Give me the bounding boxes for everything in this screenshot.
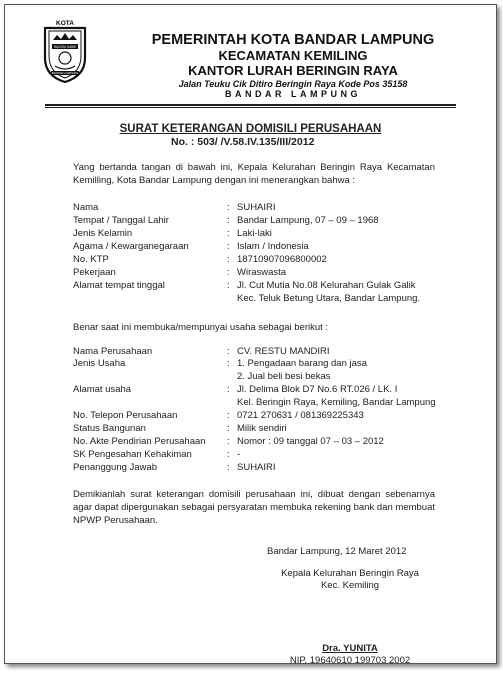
intro-paragraph: Yang bertanda tangan di bawah ini, Kepala Kelurahan Beringin Raya Kecamatan Kemilling, Kota Bandar Lampung dengan ini menerangkan bahwa : [73, 162, 435, 186]
closing-paragraph: Demikianlah surat keterangan domisili perusahaan ini, dibuat dengan sebenarnya agar dapat dipergunakan sebagai persyaratan membuka rekening bank dan membuat NPWP Perusahaan. [73, 489, 435, 526]
document-page: KOTA RAGOM GAWE BANDAR LAMPUNG PEMERINTAH KOTA BANDAR LAMPUNG KECAMATAN KEMILING KANTOR LURAH BERINGIN RAYA Jalan Teuku Cik Ditiro Beringin Raya Kode Pos 35158 BANDAR LAMPUNG SURAT KETERANGAN DOMISILI PERUSAHAAN No. : 503/ /V.58.IV.135/III/2012 Yang bertanda tangan di bawah ini, Kepala Kelurahan Beringin Raya Kecamatan Kemilling, Kota Bandar Lampung dengan ini menerangkan bahwa : Nama : SUHAIRI Tempat / Tanggal Lahir : Bandar Lampung, 07 – 09 – 1968 Jenis Kelamin : Laki-laki Agama / Kewarganegaraan : Islam / Indonesia No. KTP : 18710907096800002 Pekerjaan : Wiraswasta Alamat tempat tinggal : Jl. Cut Mutia No.08 Kelurahan Gulak Galik Kec. Teluk Betung Utara, Bandar Lampung. Benar saat ini membuka/mempunyai usaha sebagai berikut : Nama Perusahaan : CV. RESTU MANDIRI Jenis Usaha : 1. Pengadaan barang dan jasa 2. Jual beli besi bekas Alamat usaha : Jl. Delima Blok D7 No.6 RT.026 / LK. I Kel. Beringin Raya, Kemiling, Bandar Lampung No. Telepon Perusahaan : 0721 270631 / 081369225343 Status Bangunan : Milik sendiri No. Akte Pendirian Perusahaan : Nomor : 09 tanggal 07 – 03 – 2012 SK Pengesahan Kehakiman : - Penanggung Jawab : SUHAIRI Demikianlah surat keterangan domisili perusahaan ini, dibuat dengan sebenarnya agar dapat dipergunakan sebagai persyaratan membuka rekening bank dan membuat NPWP Perusahaan. Bandar Lampung, 12 Maret 2012 Kepala Kelurahan Beringin Raya Kec. Kemiling Dra. YUNITA NIP. 19640610 199703 2002 [4, 4, 497, 664]
signature-position: Kepala Kelurahan Beringin Raya [281, 568, 419, 579]
logo-motto: RAGOM GAWE [53, 45, 77, 49]
header-office: KANTOR LURAH BERINGIN RAYA [188, 63, 398, 78]
business-label: Penanggung Jawab [73, 462, 157, 473]
business-label: Jenis Usaha [73, 358, 126, 369]
signature-place-date: Bandar Lampung, 12 Maret 2012 [267, 546, 407, 557]
person-label: No. KTP [73, 254, 109, 265]
business-value-line2: Kel. Beringin Raya, Kemiling, Bandar Lampung [237, 397, 436, 408]
person-value-line2: Kec. Teluk Betung Utara, Bandar Lampung. [237, 293, 421, 304]
business-label: Nama Perusahaan [73, 346, 153, 357]
person-label: Agama / Kewarganegaraan [73, 241, 189, 252]
business-value: SUHAIRI [237, 462, 276, 473]
business-label: Status Bangunan [73, 423, 146, 434]
person-label: Jenis Kelamin [73, 228, 133, 239]
business-label: No. Telepon Perusahaan [73, 410, 178, 421]
business-label: Alamat usaha [73, 384, 132, 395]
person-label: Tempat / Tanggal Lahir [73, 215, 169, 226]
signature-position-subdistrict: Kec. Kemiling [320, 580, 380, 591]
header-city: BANDAR LAMPUNG [225, 89, 361, 99]
person-label: Nama [73, 202, 99, 213]
letter-number: No. : 503/ /V.58.IV.135/III/2012 [171, 136, 315, 148]
person-value: SUHAIRI [237, 202, 276, 213]
header-government: PEMERINTAH KOTA BANDAR LAMPUNG [151, 32, 435, 48]
business-value: 0721 270631 / 081369225343 [237, 410, 364, 421]
header-divider-thick [45, 104, 456, 106]
person-value: 18710907096800002 [237, 254, 327, 265]
header-address: Jalan Teuku Cik Ditiro Beringin Raya Kode Pos 35158 [178, 79, 408, 89]
business-value: Milik sendiri [237, 423, 287, 434]
logo-name: BANDAR LAMPUNG [51, 71, 79, 76]
logo-text: KOTA [56, 20, 74, 27]
signatory-name: Dra. YUNITA [322, 643, 378, 654]
city-emblem-logo [41, 18, 89, 84]
business-value: - [237, 449, 241, 460]
business-label: SK Pengesahan Kehakiman [73, 449, 192, 460]
business-value: Nomor : 09 tanggal 07 – 03 – 2012 [237, 436, 384, 447]
header-district: KECAMATAN KEMILING [218, 48, 368, 63]
person-value: Laki-laki [237, 228, 272, 239]
person-label: Alamat tempat tinggal [73, 280, 165, 291]
business-label: No. Akte Pendirian Perusahaan [73, 436, 206, 447]
person-value: Bandar Lampung, 07 – 09 – 1968 [237, 215, 379, 226]
business-value: Jl. Delima Blok D7 No.6 RT.026 / LK. I [237, 384, 398, 395]
person-label: Pekerjaan [73, 267, 116, 278]
header-divider-thin [45, 107, 456, 108]
business-intro: Benar saat ini membuka/mempunyai usaha sebagai berikut : [73, 322, 329, 333]
person-value: Islam / Indonesia [237, 241, 309, 252]
business-value-line2: 2. Jual beli besi bekas [237, 371, 331, 382]
letter-title: SURAT KETERANGAN DOMISILI PERUSAHAAN [119, 123, 382, 135]
person-value: Jl. Cut Mutia No.08 Kelurahan Gulak Galik [237, 280, 416, 291]
person-value: Wiraswasta [237, 267, 287, 278]
signatory-nip: NIP. 19640610 199703 2002 [289, 655, 411, 666]
business-value: 1. Pengadaan barang dan jasa [237, 358, 367, 369]
business-value: CV. RESTU MANDIRI [237, 346, 330, 357]
